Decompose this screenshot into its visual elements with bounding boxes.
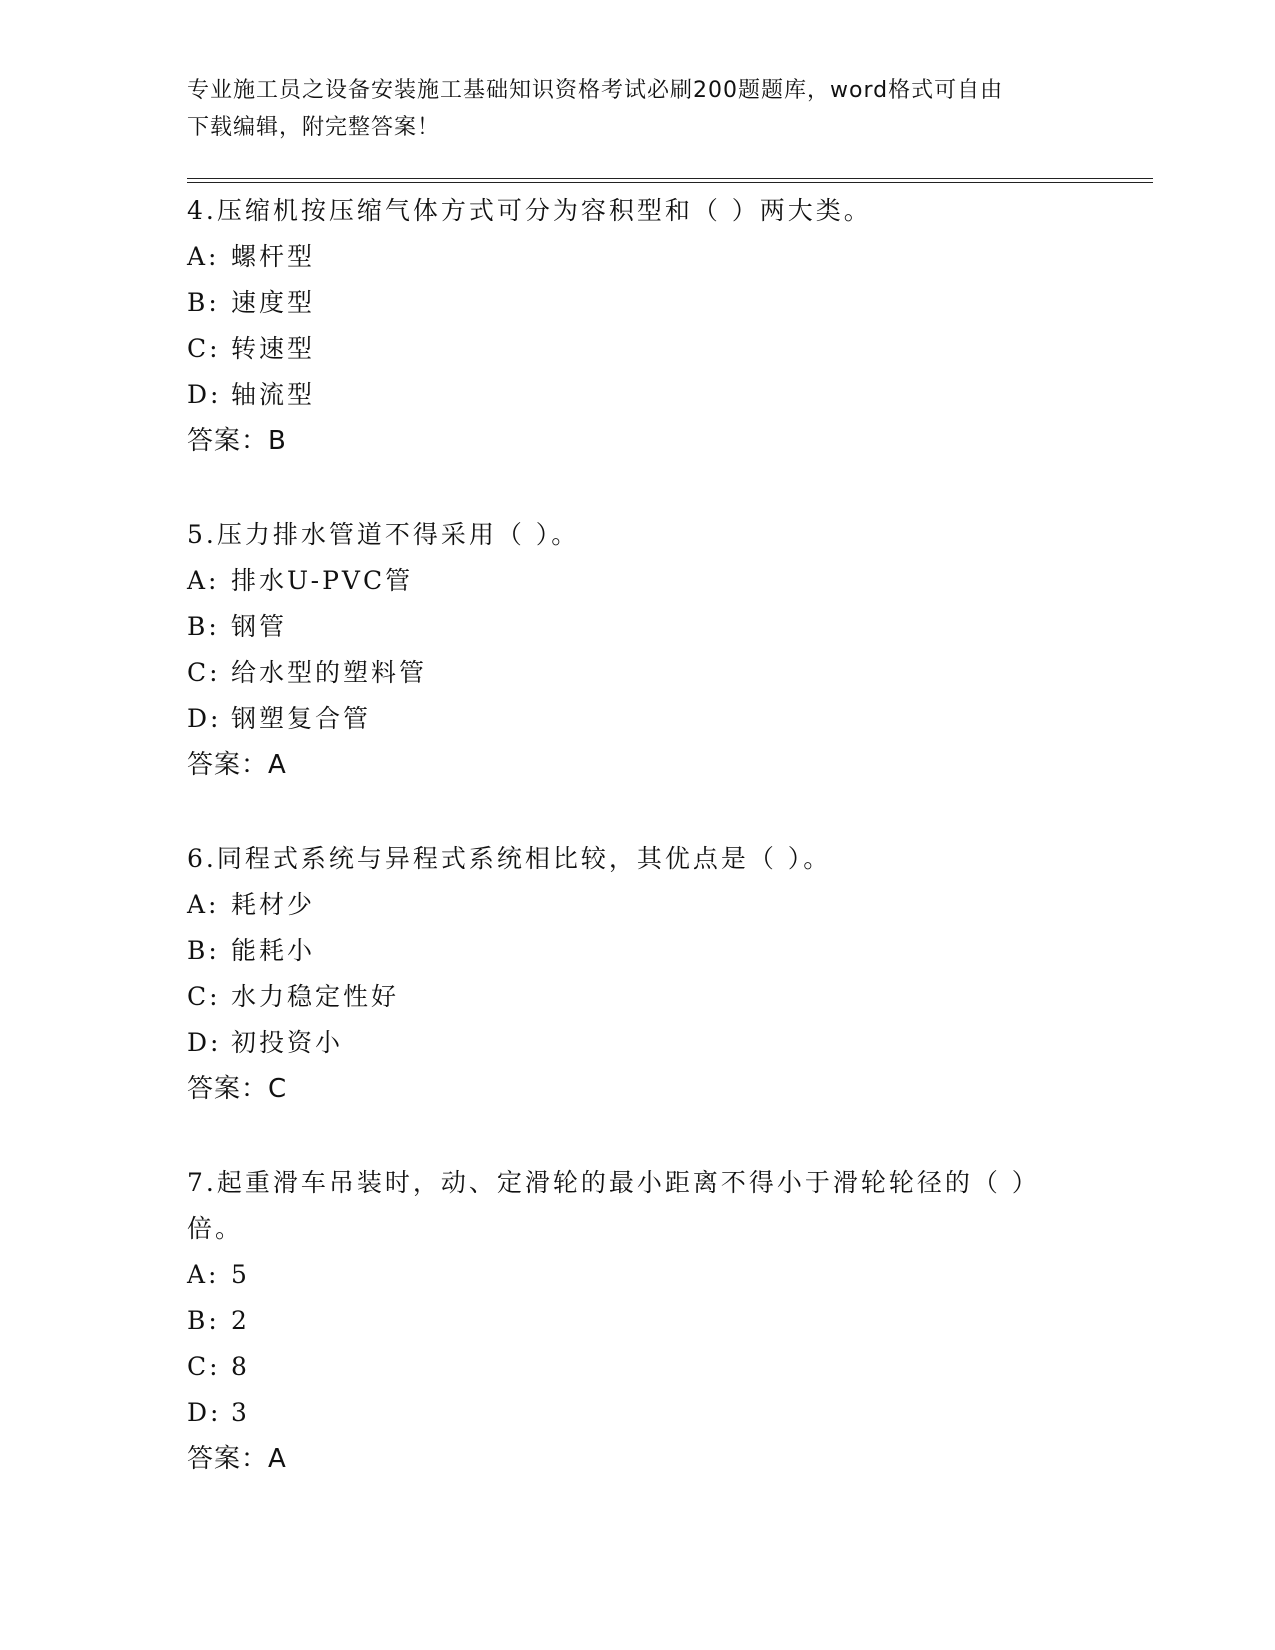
option-text: 水力稳定性好	[231, 982, 400, 1011]
option-letter: C:	[187, 658, 221, 687]
document-header	[187, 72, 1067, 146]
question-4	[187, 188, 1087, 464]
question-stem: 6.同程式系统与异程式系统相比较，其优点是（ ）。	[187, 844, 832, 873]
answer-line: 答案：A	[187, 1444, 287, 1474]
option-b	[187, 280, 1087, 326]
option-b	[187, 928, 1087, 974]
option-text: 转速型	[231, 334, 316, 363]
question-list	[187, 188, 1087, 1530]
question-6	[187, 836, 1087, 1112]
header-divider-bottom	[187, 182, 1153, 183]
option-letter: D:	[187, 704, 222, 733]
option-letter: D:	[187, 1398, 222, 1427]
option-text: 螺杆型	[231, 242, 316, 271]
option-text: 初投资小	[231, 1028, 344, 1057]
option-a	[187, 882, 1087, 928]
header-line-2: 下载编辑，附完整答案！	[187, 115, 441, 140]
option-letter: D:	[187, 380, 222, 409]
question-stem: 5.压力排水管道不得采用（ ）。	[187, 520, 580, 549]
option-text: 钢管	[231, 612, 288, 641]
option-text: 3	[231, 1398, 250, 1427]
option-c	[187, 1344, 1087, 1390]
option-text: 8	[231, 1352, 250, 1381]
option-d	[187, 1020, 1087, 1066]
option-c	[187, 326, 1087, 372]
option-letter: A:	[187, 1260, 220, 1289]
option-letter: B:	[187, 936, 220, 965]
option-c	[187, 974, 1087, 1020]
option-letter: C:	[187, 334, 221, 363]
option-text: 耗材少	[231, 890, 316, 919]
option-text: 2	[231, 1306, 250, 1335]
option-a	[187, 1252, 1087, 1298]
question-7	[187, 1160, 1087, 1482]
option-text: 能耗小	[231, 936, 316, 965]
question-stem: 7.起重滑车吊装时，动、定滑轮的最小距离不得小于滑轮轮径的（ ）倍。	[187, 1168, 1040, 1243]
question-5	[187, 512, 1087, 788]
option-text: 速度型	[231, 288, 316, 317]
option-b	[187, 1298, 1087, 1344]
option-a	[187, 234, 1087, 280]
option-text: 轴流型	[231, 380, 316, 409]
option-d	[187, 1390, 1087, 1436]
option-letter: A:	[187, 566, 220, 595]
option-text: 排水U-PVC管	[231, 566, 414, 595]
option-letter: A:	[187, 242, 220, 271]
option-letter: A:	[187, 890, 220, 919]
answer-line: 答案：B	[187, 426, 287, 456]
option-letter: B:	[187, 612, 220, 641]
option-letter: D:	[187, 1028, 222, 1057]
option-c	[187, 650, 1087, 696]
option-letter: C:	[187, 982, 221, 1011]
option-letter: B:	[187, 1306, 220, 1335]
header-line-1: 专业施工员之设备安装施工基础知识资格考试必刷200题题库，word格式可自由	[187, 78, 1004, 103]
option-a	[187, 558, 1087, 604]
option-b	[187, 604, 1087, 650]
option-text: 钢塑复合管	[231, 704, 372, 733]
option-d	[187, 372, 1087, 418]
option-letter: B:	[187, 288, 220, 317]
option-text: 给水型的塑料管	[231, 658, 428, 687]
header-divider-top	[187, 178, 1153, 179]
option-d	[187, 696, 1087, 742]
option-text: 5	[231, 1260, 250, 1289]
answer-line: 答案：A	[187, 750, 287, 780]
option-letter: C:	[187, 1352, 221, 1381]
answer-line: 答案：C	[187, 1074, 288, 1104]
question-stem: 4.压缩机按压缩气体方式可分为容积型和（ ）两大类。	[187, 196, 872, 225]
